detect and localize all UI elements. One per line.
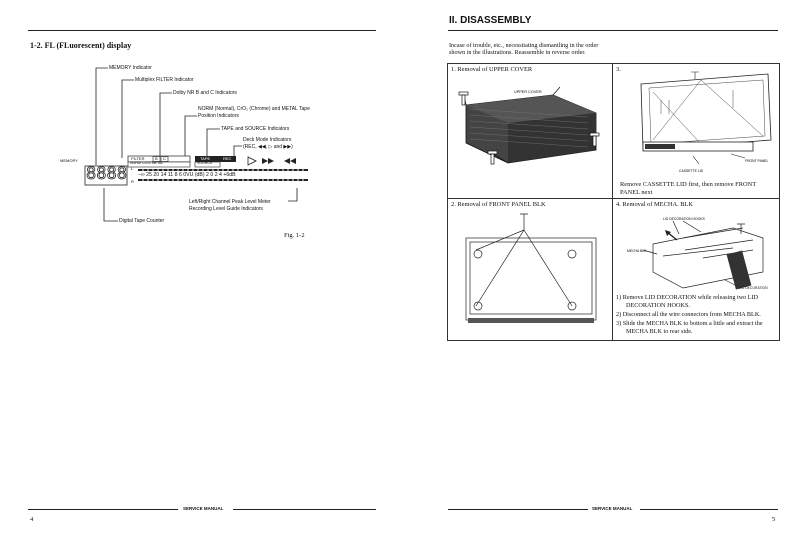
lid-decoration-label: LID DECORATION xyxy=(739,286,768,290)
front-panel-illustration xyxy=(613,70,779,180)
figure-label: Fig. 1-2 xyxy=(284,232,305,239)
label-peak-meter-2: Recording Level Guide Indicators xyxy=(189,206,263,212)
label-multiplex-filter: Multiplex FILTER Indicator xyxy=(135,77,194,83)
display-source: SOURCE xyxy=(197,161,213,165)
display-channel-r: R xyxy=(131,179,134,184)
right-footer-rule-b xyxy=(640,509,778,510)
front-panel-blk-illustration xyxy=(448,210,612,340)
intro-line-1: Incase of trouble, etc., necessitating dismantling in the order xyxy=(449,42,599,49)
display-channel-l: L xyxy=(131,166,134,171)
fl-display-diagram xyxy=(0,0,400,250)
intro-line-2: shown in the illustrations. Reassemble in reverse order. xyxy=(449,49,586,56)
panel-3-caption-2: PANEL next xyxy=(620,189,653,196)
section-title: 1-2. FL (FLuorescent) display xyxy=(30,41,132,50)
display-b: B xyxy=(155,156,158,161)
upper-cover-label: UPPER COVER xyxy=(514,90,542,94)
label-dolby-nr: Dolby NR B and C Indicators xyxy=(173,90,237,96)
display-rec: REC xyxy=(223,156,232,161)
panel-1-title: 1. Removal of UPPER COVER xyxy=(451,66,533,73)
label-memory-side: MEMORY xyxy=(60,158,78,163)
right-top-rule xyxy=(448,30,778,31)
lid-decoration-hooks-label: LID DECORATION HOOKS xyxy=(663,217,705,221)
step-3-line-1: 3) Slide the MECHA BLK to bottom a little and extract the xyxy=(616,320,763,327)
display-tape: TAPE xyxy=(200,156,211,161)
right-page-number: 5 xyxy=(772,516,776,523)
right-footer-rule-a xyxy=(448,509,588,510)
front-panel-label: FRONT PANEL xyxy=(745,159,769,163)
display-counter: 8888 xyxy=(86,164,127,184)
left-footer-rule-b xyxy=(233,509,376,510)
step-1-line-2: DECORATION HOOKS. xyxy=(626,302,690,309)
panel-2-title: 2. Removal of FRONT PANEL BLK xyxy=(451,201,546,208)
left-page-number: 4 xyxy=(30,516,34,523)
display-norm-row: NORM CrO2 METAL xyxy=(130,161,164,165)
mecha-blk-label: MECHA BLK xyxy=(627,249,647,253)
step-1-line-1: 1) Remove LID DECORATION while releasing two LID xyxy=(616,294,759,301)
chapter-title: II. DISASSEMBLY xyxy=(449,15,532,26)
mecha-blk-illustration xyxy=(613,210,779,290)
label-deck-mode-1: Deck Mode Indicators xyxy=(243,137,292,143)
cassette-lid-label: CASSETTE LID xyxy=(679,169,704,173)
label-tape-source: TAPE and SOURCE Indicators xyxy=(221,126,290,132)
label-digital-counter: Digital Tape Counter xyxy=(119,218,165,224)
label-peak-meter-1: Left/Right Channel Peak Level Meter xyxy=(189,199,271,205)
right-footer-text: SERVICE MANUAL xyxy=(592,506,633,511)
panel-3-title: 3. xyxy=(616,66,621,73)
left-footer-text: SERVICE MANUAL xyxy=(183,506,224,511)
label-deck-mode-2: (REC, ◀◀, ▷ and ▶▶) xyxy=(243,144,293,150)
label-position-1: NORM (Normal), CrO₂ (Chrome) and METAL Tape xyxy=(198,106,310,112)
left-footer-rule-a xyxy=(28,509,178,510)
display-c: C xyxy=(163,156,166,161)
label-memory-indicator: MEMORY Indicator xyxy=(109,65,152,71)
panel-3-caption-1: Remove CASSETTE LID first, then remove FRONT xyxy=(620,181,757,188)
display-filter: FILTER xyxy=(131,156,145,161)
label-position-2: Position Indicators xyxy=(198,113,239,119)
step-3-line-2: MECHA BLK to rear side. xyxy=(626,328,693,335)
panel-4-title: 4. Removal of MECHA. BLK xyxy=(616,201,694,208)
display-scale: −∞ 25 20 14 11 8 6 0VU (dB) 2 0 2 4 +6dB xyxy=(138,172,236,178)
step-2-line-1: 2) Disconnect all the wire connectors from MECHA BLK. xyxy=(616,311,761,318)
upper-cover-illustration xyxy=(448,75,612,197)
